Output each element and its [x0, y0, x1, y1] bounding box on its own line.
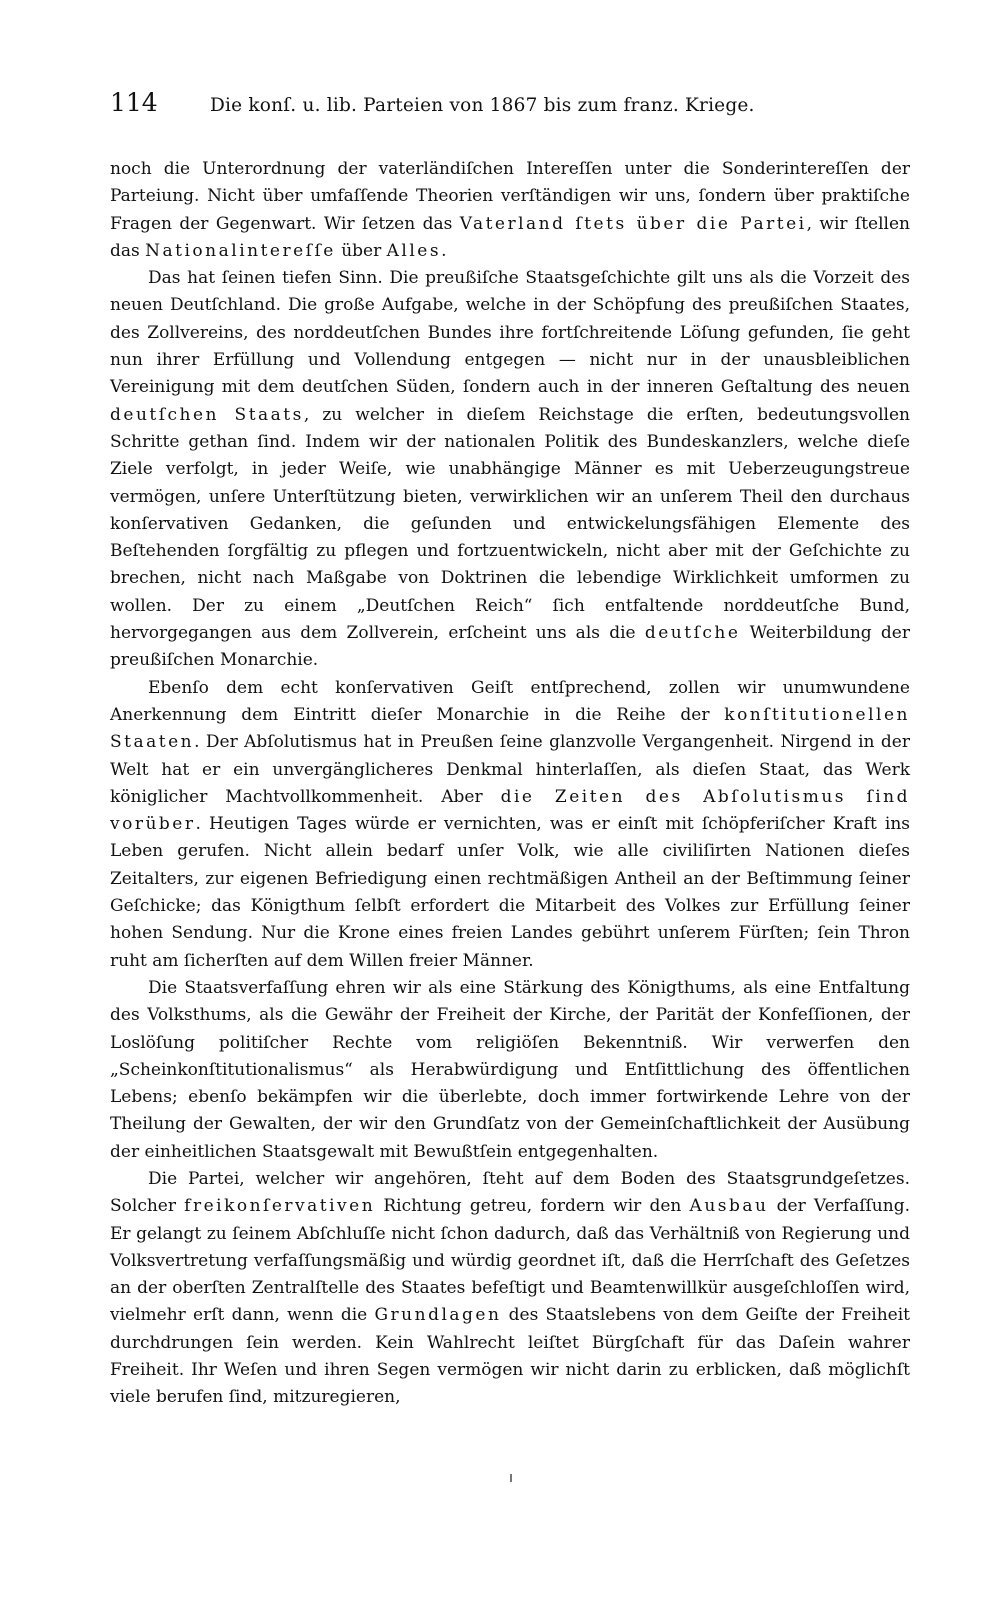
paragraph [110, 675, 910, 975]
emphasized-text: Alles [386, 240, 442, 261]
paragraph [110, 975, 910, 1166]
running-title: Die konſ. u. lib. Parteien von 1867 bis zum franz. Kriege. [210, 95, 755, 116]
emphasized-text: die Zeiten des Abſolutismus ſind vorüber [110, 786, 911, 835]
text-run: der Verfaſſung. Er gelangt zu ſeinem Abſchluſſe nicht ſchon dadurch, daß das Verhältniß von Regierung und Volksvertretung verfaſſungsmäßig und würdig geordnet iſt, daß die Herrſchaft des Geſetzes an der oberſten Zentralſtelle des Staates befeſtigt und Beamtenwillkür ausgeſchloſſen wird, vielmehr erſt dann, wenn die [110, 1196, 910, 1326]
emphasized-text: deutſchen Staats [110, 404, 304, 425]
page-number: 114 [110, 88, 158, 117]
emphasized-text: Nationalintereſſe [145, 240, 336, 261]
text-run: Weiterbildung der preußiſchen Monarchie. [110, 623, 910, 671]
text-run: des Staatslebens von dem Geiſte der Freiheit durchdrungen ſein werden. Kein Wahlrecht leiſtet Bürgſchaft für das Daſein wahrer Freiheit. Ihr Weſen und ihren Segen vermögen wir nicht darin zu erblicken, daß möglichſt viele berufen ſind, mitzuregieren, [110, 1305, 910, 1408]
emphasized-text: konſtitutionellen Staaten [110, 704, 910, 753]
text-run: , zu welcher in dieſem Reichstage die erſten, bedeutungsvollen Schritte gethan ſind. Indem wir der nationalen Politik des Bundeskanzlers, welche dieſe Ziele verfolgt, in jeder Weiſe, wie unabhängige Männer es mit Ueberzeugungstreue vermögen, unſere Unterſtützung bieten, verwirklichen wir an unſerem Theil den durchaus konſervativen Gedanken, die geſunden und entwickelungsfähigen Elemente des Beſtehenden ſorgfältig zu pflegen und fortzuentwickeln, nicht aber mit der Geſchichte zu brechen, nicht nach Maßgabe von Doktrinen die lebendige Wirklichkeit umformen zu wollen. Der zu einem „Deutſchen Reich“ ſich entfaltende norddeutſche Bund, hervorgegangen aus dem Zollverein, erſcheint uns als die [110, 404, 910, 644]
emphasized-text: deutſche [644, 623, 741, 644]
text-run: Ebenſo dem echt konſervativen Geiſt entſprechend, zollen wir unumwundene Anerkennung dem Eintritt dieſer Monarchie in die Reihe der [110, 677, 910, 725]
paragraph [110, 265, 910, 674]
text-run: . [441, 240, 447, 261]
text-run: Das hat ſeinen tiefen Sinn. Die preußiſche Staatsgeſchichte gilt uns als die Vorzeit des neuen Deutſchland. Die große Aufgabe, welche in der Schöpfung des preußiſchen Staates, des Zollvereins, des norddeutſchen Bundes ihre fortſchreitende Löſung gefunden, ſie geht nun ihrer Erfüllung und Vollendung entgegen — nicht nur in der unausbleiblichen Vereinigung mit dem deutſchen Süden, ſondern auch in der inneren Geſtaltung des neuen [110, 268, 910, 398]
text-run: , wir ſtellen das [110, 213, 910, 261]
emphasized-text: freikonſervativen [184, 1196, 376, 1217]
emphasized-text: Vaterland ſtets über die Partei [459, 213, 807, 234]
print-mark [510, 1474, 512, 1482]
text-run: . Heutigen Tages würde er vernichten, was er einſt mit ſchöpferiſcher Kraft ins Leben gerufen. Nicht allein bedarf unſer Volk, wie alle civiliſirten Nationen dieſes Zeitalters, zur eigenen Befriedigung einen rechtmäßigen Antheil an der Beſtimmung ſeiner Geſchicke; das Königthum ſelbſt erfordert die Mitarbeit des Volkes zur Erfüllung ſeiner hohen Sendung. Nur die Krone eines freien Landes gebührt unſerem Fürſten; ſein Thron ruht am ſicherſten auf dem Willen freier Männer. [110, 814, 910, 971]
text-run: Die Partei, welcher wir angehören, ſteht auf dem Boden des Staatsgrundgeſetzes. Solcher [110, 1168, 910, 1217]
text-run: noch die Unterordnung der vaterländiſchen Intereſſen unter die Sonderintereſſen der Parteiung. Nicht über umfaſſende Theorien verſtändigen wir uns, ſondern über praktiſche Fragen der Gegenwart. Wir ſetzen das [110, 159, 910, 234]
emphasized-text: Ausbau [689, 1196, 769, 1217]
text-run: . Der Abſolutismus hat in Preußen ſeine glanzvolle Vergangenheit. Nirgend in der Welt hat er ein unvergänglicheres Denkmal hinterlaſſen, als dieſen Staat, das Werk königlicher Machtvollkommenheit. Aber [110, 732, 910, 807]
body-text [110, 156, 910, 1412]
text-run: Richtung getreu, fordern wir den [375, 1196, 690, 1217]
paragraph [110, 156, 910, 265]
text-run: Die Staatsverfaſſung ehren wir als eine Stärkung des Königthums, als eine Entfaltung des Volksthums, als die Gewähr der Freiheit der Kirche, der Parität der Konfeſſionen, der Loslöſung politiſcher Rechte vom religiöſen Bekenntniß. Wir verwerfen den „Scheinkonſtitutionalismus“ als Herabwürdigung und Entſittlichung des öffentlichen Lebens; ebenſo bekämpfen wir die überlebte, doch immer fortwirkende Lehre von der Theilung der Gewalten, der wir den Grundſatz von der Gemeinſchaftlichkeit der Ausübung der einheitlichen Staatsgewalt mit Bewußtſein entgegenhalten. [110, 977, 910, 1162]
paragraph [110, 1166, 910, 1412]
running-head [110, 88, 910, 128]
text-run: über [335, 240, 387, 261]
emphasized-text: Grundlagen [374, 1305, 502, 1326]
book-page [110, 88, 910, 1412]
